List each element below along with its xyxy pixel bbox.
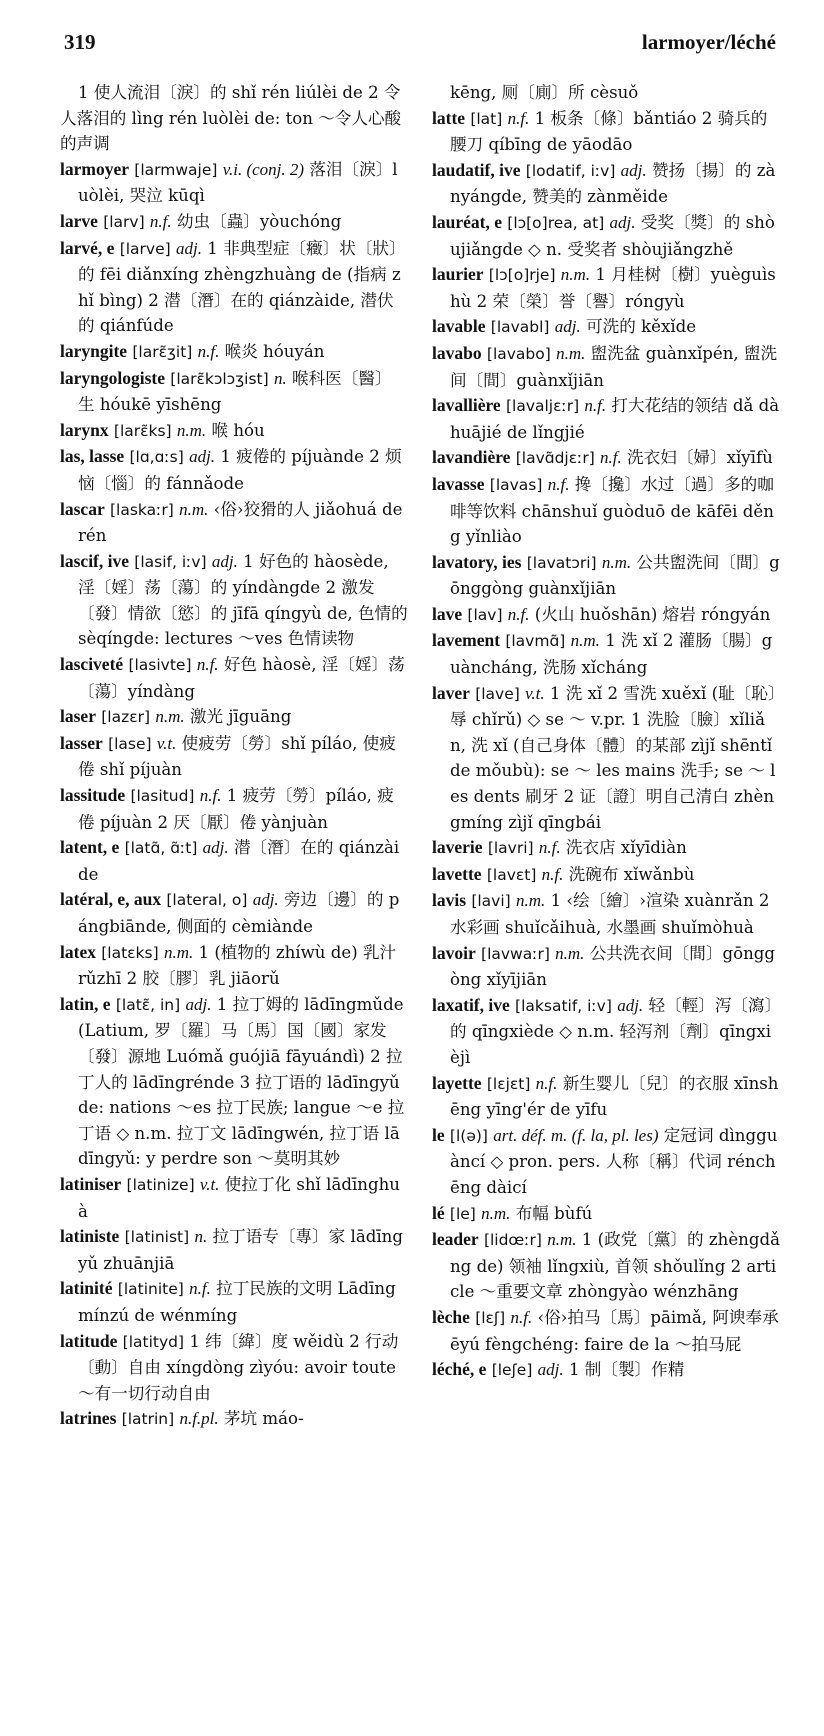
right-column (432, 80, 780, 1384)
grammar-label: v.i. (conj. 2) (222, 159, 305, 179)
grammar-label: n.f.pl. (179, 1409, 219, 1429)
definition: 幼虫〔蟲〕yòuchóng (176, 211, 342, 231)
grammar-label: n.m. (555, 943, 585, 963)
definition: 受奖〔獎〕的 shòujiǎngde ◇ n. 受奖者 shòujiǎngzhě (450, 212, 775, 259)
pronunciation: [latɑ̃, ɑ̃ːt] (124, 839, 198, 858)
grammar-label: v.t. (156, 733, 177, 753)
pronunciation: [latinite] (117, 1280, 184, 1299)
pronunciation: [lavatɔri] (526, 553, 597, 572)
headword: léché, e (432, 1359, 487, 1380)
running-head: larmoyer/léché (641, 30, 776, 54)
definition: 使拉丁化 shǐ lādīnghuà (78, 1174, 400, 1221)
headword: lascar (60, 498, 105, 519)
dictionary-entry (432, 862, 780, 889)
pronunciation: [larv] (103, 212, 145, 231)
grammar-label: adj. (620, 160, 647, 180)
grammar-label: n.f. (197, 341, 220, 361)
definition: 洗碗布 xǐwǎnbù (568, 864, 695, 884)
definition: 激光 jīguāng (189, 707, 292, 727)
definition: 搀〔攙〕水过〔過〕多的咖啡等饮料 chānshuǐ guòduō de kāfēi děng yǐnliào (450, 474, 774, 547)
headword: lascif, ive (60, 550, 130, 571)
definition: kēng, 厕〔廁〕所 cèsuǒ (450, 83, 639, 102)
pronunciation: [lavɛt] (486, 865, 537, 884)
pronunciation: [lɔ[o]rje] (488, 266, 556, 285)
pronunciation: [laskaːr] (110, 500, 174, 519)
headword: lavandière (432, 447, 511, 468)
dictionary-entry (432, 262, 780, 314)
pronunciation: [lavi] (471, 892, 511, 911)
definition: 1 洗 xǐ 2 灌肠〔腸〕guàncháng, 洗肠 xǐcháng (450, 631, 773, 678)
definition: 盥洗盆 guànxǐpén, 盥洗间〔間〕guànxǐjiān (450, 343, 778, 390)
definition: 茅坑 máo- (223, 1409, 304, 1429)
headword: lavement (432, 630, 501, 651)
headword: lavoir (432, 942, 476, 963)
definition: 潜〔潛〕在的 qiánzàide (78, 838, 400, 884)
dictionary-entry (60, 209, 408, 236)
dictionary-entry (60, 80, 408, 157)
grammar-label: adj. (609, 212, 636, 232)
definition: 1 制〔製〕作精 (568, 1360, 685, 1380)
pronunciation: [latityd] (122, 1332, 185, 1351)
dictionary-entry (432, 1201, 780, 1228)
grammar-label: n.m. (601, 552, 632, 572)
definition: 公共盥洗间〔間〕gōnggòng guànxǐjiān (450, 552, 780, 599)
grammar-label: n.m. (481, 1203, 511, 1223)
definition: 1 好色的 hàosède, 淫〔婬〕荡〔蕩〕的 yíndàngde 2 激发〔發〕情欲〔慾〕的 jīfā qíngyù de, 色情的 sèqíngde: lectures ～ves 色情读物 (78, 551, 408, 649)
headword: lavasse (432, 473, 485, 494)
dictionary-entry (432, 445, 780, 472)
grammar-label: n. (194, 1227, 208, 1247)
definition: 1 ‹绘〔繪〕›渲染 xuànrǎn 2 水彩画 shuǐcǎihuà, 水墨画 shuǐmòhuà (450, 891, 770, 937)
definition: 1 纬〔緯〕度 wěidù 2 行动〔動〕自由 xíngdòng zìyóu: avoir toute ～有一切行动自由 (78, 1331, 399, 1403)
dictionary-entry (60, 992, 408, 1172)
definition: 公共洗衣间〔間〕gōnggòng xǐyījiān (450, 943, 776, 990)
grammar-label: n.m. (155, 707, 185, 727)
dictionary-entry (60, 1276, 408, 1328)
dictionary-entry (432, 1071, 780, 1123)
left-column (60, 80, 408, 1433)
dictionary-entry (60, 497, 408, 549)
headword: larve (60, 210, 98, 231)
definition: 打大花结的领结 dǎ dàhuājié de lǐngjié (450, 396, 780, 442)
definition: 1 (植物的 zhíwù de) 乳汁 rǔzhī 2 胶〔膠〕乳 jiāorǔ (78, 942, 397, 989)
definition: 1 使人流泪〔淚〕的 shǐ rén liúlèi de 2 令人落泪的 lìng rén luòlèi de: ton ～令人心酸的声调 (60, 83, 402, 154)
dictionary-entry (60, 1172, 408, 1224)
pronunciation: [lavɑ̃djɛːr] (515, 449, 595, 468)
definition: 洗衣店 xǐyīdiàn (565, 838, 687, 858)
definition: 1 (政党〔黨〕的 zhèngdǎng de) 领袖 lǐngxiù, 首领 shǒulǐng 2 article ～重要文章 zhòngyào wénzhāng (450, 1230, 780, 1302)
pronunciation: [lodatif, iːv] (525, 161, 616, 180)
pronunciation: [lase] (108, 734, 152, 753)
dictionary-entry (432, 681, 780, 836)
pronunciation: [lavas] (489, 475, 543, 494)
headword: latitude (60, 1330, 118, 1351)
page-header (64, 30, 776, 64)
dictionary-entry (432, 1357, 780, 1384)
dictionary-entry (432, 158, 780, 210)
headword: lavallière (432, 395, 501, 416)
dictionary-entry (432, 106, 780, 158)
pronunciation: [larve] (119, 239, 171, 258)
pronunciation: [latɛks] (101, 943, 159, 962)
dictionary-entry (432, 80, 780, 106)
headword: latiniste (60, 1226, 120, 1247)
pronunciation: [latinist] (124, 1228, 190, 1247)
definition: 新生婴儿〔兒〕的衣服 xīnshēng yīng'ér de yīfu (450, 1073, 779, 1120)
grammar-label: v.t. (525, 683, 545, 703)
dictionary-entry (60, 339, 408, 366)
dictionary-entry (60, 1329, 408, 1407)
grammar-label: adj. (252, 890, 279, 910)
dictionary-entry (432, 1305, 780, 1357)
definition: 好色 hàosè, 淫〔婬〕荡〔蕩〕yíndàng (78, 655, 405, 701)
headword: latex (60, 941, 96, 962)
definition: 喉科医〔醫〕生 hóukē yīshēng (78, 368, 392, 415)
dictionary-entry (432, 993, 780, 1071)
headword: leader (432, 1229, 479, 1250)
grammar-label: v.t. (199, 1174, 220, 1194)
pronunciation: [lɑ,ɑːs] (129, 448, 184, 467)
definition: 1 拉丁姆的 lādīngmǔde (Latium, 罗〔羅〕马〔馬〕国〔國〕家发〔發〕源地 Luómǎ guójiā fāyuándì) 2 拉丁人的 lādīngrénde 3 拉丁语的 lādīngyǔde: nations ～es 拉丁民族; langue ～e 拉丁语 ◇ n.m. 拉丁文 lādīngwén, 拉丁语 lādīngyǔ: y perdre son ～莫明其妙 (78, 994, 405, 1169)
pronunciation: [lavwaːr] (481, 944, 550, 963)
definition: 1 疲倦的 píjuànde 2 烦恼〔惱〕的 fánnǎode (78, 447, 402, 493)
dictionary-entry (432, 628, 780, 680)
definition: 定冠词 dìngguàncí ◇ pron. pers. 人称〔稱〕代词 rénchēng dàicí (450, 1125, 778, 1197)
headword: lauréat, e (432, 211, 502, 232)
grammar-label: adj. (211, 551, 238, 571)
dictionary-entry (432, 888, 780, 940)
definition: (火山 huǒshān) 熔岩 róngyán (534, 604, 771, 624)
headword: lavable (432, 316, 486, 337)
definition: 1 疲劳〔勞〕píláo, 疲倦 píjuàn 2 厌〔厭〕倦 yànjuàn (78, 786, 394, 832)
headword: lasciveté (60, 654, 124, 675)
pronunciation: [lidœːr] (483, 1231, 542, 1250)
pronunciation: [larɛ̃ʒit] (132, 342, 193, 361)
definition: 拉丁语专〔專〕家 lādīngyǔ zhuānjiā (78, 1227, 403, 1273)
definition: 轻〔輕〕泻〔瀉〕的 qīngxiède ◇ n.m. 轻泻剂〔劑〕qīngxièjì (450, 995, 773, 1067)
grammar-label: n.f. (584, 396, 607, 416)
grammar-label: n.f. (507, 604, 530, 624)
grammar-label: adj. (554, 317, 581, 337)
definition: 旁边〔邊〕的 pángbiānde, 侧面的 cèmiànde (78, 890, 400, 936)
pronunciation: [lasitud] (130, 787, 195, 806)
pronunciation: [latɛ̃, in] (115, 995, 181, 1014)
headword: lasser (60, 732, 103, 753)
grammar-label: n.f. (538, 838, 561, 858)
definition: 拉丁民族的文明 Lādīng mínzú de wénmíng (78, 1279, 396, 1325)
dictionary-entry (60, 940, 408, 992)
definition: 可洗的 kěxǐde (586, 317, 697, 337)
grammar-label: adj. (202, 838, 229, 858)
headword: laurier (432, 264, 484, 285)
headword: laxatif, ive (432, 994, 510, 1015)
dictionary-entry (60, 366, 408, 418)
headword: le (432, 1124, 445, 1145)
grammar-label: n. (273, 368, 287, 388)
headword: laser (60, 706, 96, 727)
headword: lavis (432, 890, 467, 911)
pronunciation: [larmwaje] (134, 160, 218, 179)
headword: larmoyer (60, 158, 129, 179)
dictionary-entry (60, 835, 408, 887)
definition: 落泪〔淚〕luòlèi, 哭泣 kūqì (78, 159, 398, 206)
grammar-label: n.f. (189, 1279, 211, 1299)
grammar-label: n.f. (507, 108, 530, 128)
pronunciation: [lavri] (487, 839, 534, 858)
headword: lèche (432, 1306, 470, 1327)
pronunciation: [l(ə)] (449, 1126, 488, 1145)
headword: latinité (60, 1278, 113, 1299)
grammar-label: adj. (617, 995, 644, 1015)
page-number: 319 (64, 30, 96, 54)
headword: laver (432, 682, 470, 703)
pronunciation: [laksatif, iːv] (515, 996, 612, 1015)
grammar-label: adj. (189, 447, 216, 467)
pronunciation: [lɔ[o]rea, at] (507, 213, 605, 232)
definition: ‹俗›拍马〔馬〕pāimǎ, 阿谀奉承 ēyú fèngchéng: faire de la ～拍马屁 (450, 1307, 779, 1354)
headword: latrines (60, 1408, 117, 1429)
grammar-label: adj. (175, 238, 202, 258)
definition: 1 洗 xǐ 2 雪洗 xuěxǐ (耻〔恥〕辱 chǐrǔ) ◇ se ～ v.pr. 1 洗脸〔臉〕xǐliǎn, 洗 xǐ (自己身体〔體〕的某部 zìjǐ shēntǐ de mǒubù): se ～ les mains 洗手; se ～ les dents 刷牙 2 证〔證〕明自己清白 zhèngmíng zìjǐ qīngbái (450, 683, 777, 832)
pronunciation: [lɛʃ] (475, 1308, 506, 1327)
dictionary-entry (60, 549, 408, 652)
pronunciation: [larɛ̃kɔlɔʒist] (170, 369, 269, 388)
pronunciation: [lateral, o] (166, 891, 248, 910)
dictionary-entry (60, 1224, 408, 1276)
definition: 1 非典型症〔癥〕状〔狀〕的 fēi diǎnxíng zhèngzhuàng de (指病 zhǐ bìng) 2 潜〔潛〕在的 qiánzàide, 潜伏的 qiánfúde (78, 238, 406, 336)
pronunciation: [lavmɑ̃] (505, 632, 566, 651)
pronunciation: [lat] (470, 109, 503, 128)
dictionary-entry (60, 704, 408, 731)
headword: latte (432, 107, 466, 128)
pronunciation: [latinize] (126, 1175, 195, 1194)
definition: 喉 hóu (211, 420, 265, 440)
pronunciation: [latrin] (121, 1410, 175, 1429)
headword: laryngite (60, 340, 128, 361)
definition: 布幅 bùfú (515, 1203, 593, 1223)
pronunciation: [lave] (475, 684, 520, 703)
headword: lavette (432, 863, 482, 884)
pronunciation: [leʃe] (491, 1361, 533, 1380)
headword: lavatory, ies (432, 551, 522, 572)
grammar-label: art. déf. m. (f. la, pl. les) (493, 1125, 659, 1145)
grammar-label: n.m. (556, 343, 586, 363)
dictionary-entry (432, 314, 780, 341)
dictionary-entry (60, 783, 408, 835)
dictionary-entry (432, 1123, 780, 1201)
grammar-label: n.m. (547, 1230, 577, 1250)
grammar-label: n.f. (547, 474, 570, 494)
headword: latent, e (60, 837, 120, 858)
headword: laudatif, ive (432, 159, 521, 180)
headword: latiniser (60, 1173, 122, 1194)
grammar-label: n.m. (516, 891, 546, 911)
dictionary-entry (432, 550, 780, 602)
pronunciation: [lavabo] (486, 344, 551, 363)
headword: laverie (432, 837, 483, 858)
headword: larynx (60, 419, 109, 440)
grammar-label: n.m. (176, 420, 207, 440)
dictionary-entry (60, 236, 408, 339)
headword: layette (432, 1072, 482, 1093)
dictionary-entry (432, 835, 780, 862)
dictionary-entry (60, 731, 408, 783)
headword: larvé, e (60, 237, 115, 258)
grammar-label: n.f. (600, 448, 622, 468)
dictionary-entry (432, 1227, 780, 1305)
grammar-label: n.f. (199, 786, 222, 806)
dictionary-entry (432, 393, 780, 445)
definition: 喉炎 hóuyán (224, 341, 325, 361)
dictionary-entry (432, 210, 780, 262)
headword: latéral, e, aux (60, 889, 162, 910)
pronunciation: [lavabl] (490, 318, 550, 337)
definition: ‹俗›狡猾的人 jiǎohuá de rén (78, 499, 403, 546)
grammar-label: n.m. (163, 942, 194, 962)
pronunciation: [le] (449, 1204, 476, 1223)
dictionary-entry (60, 418, 408, 445)
headword: laryngologiste (60, 367, 165, 388)
dictionary-entry (432, 472, 780, 550)
headword: lave (432, 603, 463, 624)
definition: 1 板条〔條〕bǎntiáo 2 骑兵的腰刀 qíbīng de yāodāo (450, 108, 768, 155)
definition: 洗衣妇〔婦〕xǐyīfù (627, 448, 773, 468)
headword: lé (432, 1202, 445, 1223)
grammar-label: n.f. (510, 1307, 533, 1327)
dictionary-entry (60, 157, 408, 209)
pronunciation: [lasif, iːv] (134, 552, 207, 571)
grammar-label: n.m. (570, 631, 600, 651)
headword: las, lasse (60, 446, 125, 467)
headword: lassitude (60, 785, 126, 806)
grammar-label: n.m. (179, 499, 209, 519)
dictionary-entry (60, 887, 408, 939)
definition: 使疲劳〔勞〕shǐ píláo, 使疲倦 shǐ píjuàn (78, 733, 396, 780)
headword: lavabo (432, 342, 482, 363)
dictionary-entry (432, 341, 780, 393)
dictionary-entry (60, 652, 408, 704)
dictionary-entry (432, 941, 780, 993)
pronunciation: [larɛ̃ks] (113, 421, 172, 440)
definition: 赞扬〔揚〕的 zànyángde, 赞美的 zànměide (450, 160, 776, 207)
pronunciation: [lav] (467, 605, 503, 624)
dictionary-entry (432, 602, 780, 629)
pronunciation: [lazɛr] (101, 708, 151, 727)
pronunciation: [lavaljɛːr] (505, 397, 580, 416)
grammar-label: n.m. (560, 265, 591, 285)
grammar-label: n.f. (196, 655, 219, 675)
pronunciation: [lasivte] (128, 656, 192, 675)
grammar-label: n.f. (541, 864, 564, 884)
grammar-label: adj. (185, 994, 212, 1014)
pronunciation: [lɛjɛt] (486, 1074, 531, 1093)
grammar-label: adj. (537, 1360, 564, 1380)
dictionary-entry (60, 444, 408, 496)
grammar-label: n.f. (535, 1073, 558, 1093)
headword: latin, e (60, 993, 111, 1014)
dictionary-entry (60, 1406, 408, 1433)
definition: 1 月桂树〔樹〕yuèguìshù 2 荣〔榮〕誉〔譽〕róngyù (450, 265, 776, 311)
grammar-label: n.f. (149, 211, 172, 231)
